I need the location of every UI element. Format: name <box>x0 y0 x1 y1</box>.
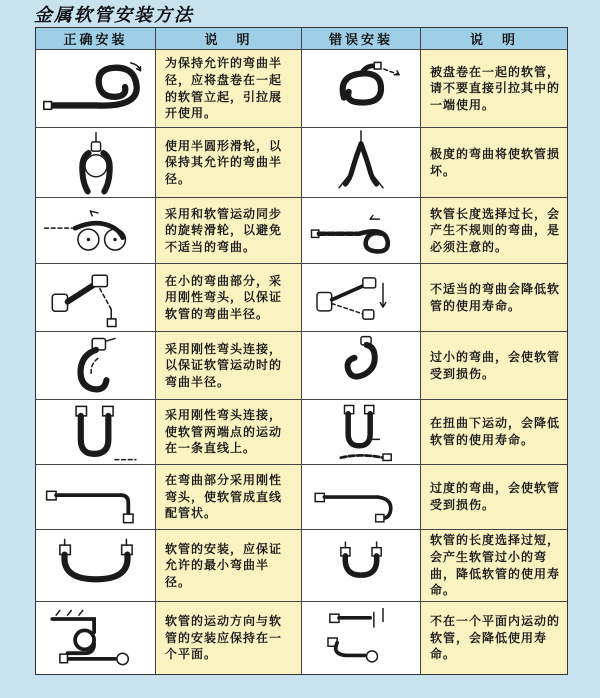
correct-description: 为保持允许的弯曲半径，应将盘卷在一起的软管立起，引拉展开使用。 <box>156 50 302 128</box>
table-header-row <box>36 28 567 50</box>
table-row <box>36 332 567 400</box>
coiled-hose-pulled-end-illustration <box>302 50 421 128</box>
wrong-description: 过度的弯曲，会使软管受到损伤。 <box>421 465 567 530</box>
page-title: 金属软管安装方法 <box>34 5 194 26</box>
short-hose-tight-u-illustration <box>302 530 421 602</box>
wrong-description: 软管长度选择过长，会产生不规则的弯曲，是必须注意的。 <box>421 198 567 264</box>
header-explanation-left: 说 明 <box>156 28 302 50</box>
correct-description: 软管的运动方向与软管的安装应保持在一个平面。 <box>156 602 302 674</box>
table-row <box>36 128 567 198</box>
correct-description: 采用刚性弯头连接，以保证软管运动时的弯曲半径。 <box>156 332 302 400</box>
correct-description: 使用半圆形滑轮，以保持其允许的弯曲半径。 <box>156 128 302 198</box>
hose-too-long-irregular-loop-illustration <box>302 198 421 264</box>
out-of-plane-motion-illustration <box>302 602 421 674</box>
wrong-description: 极度的弯曲将使软管损坏。 <box>421 128 567 198</box>
hose-synchronized-rotating-pulleys-illustration <box>36 198 156 264</box>
table-row <box>36 264 567 332</box>
table-row <box>36 50 567 128</box>
table-row <box>36 198 567 264</box>
improper-sharp-bend-illustration <box>302 264 421 332</box>
correct-description: 软管的安装，应保证允许的最小弯曲半径。 <box>156 530 302 602</box>
installation-methods-table <box>35 27 568 675</box>
table-row <box>36 602 567 674</box>
too-small-bend-hook-illustration <box>302 332 421 400</box>
wrong-description: 被盘卷在一起的软管，请不要直接引拉其中的一端使用。 <box>421 50 567 128</box>
twisted-u-shape-motion-illustration <box>302 400 421 465</box>
wrong-description: 不在一个平面内运动的软管，会降低使用寿命。 <box>421 602 567 674</box>
overbent-end-illustration <box>302 465 421 530</box>
wrong-description: 过小的弯曲，会使软管受到损伤。 <box>421 332 567 400</box>
straight-piping-with-elbow-illustration <box>36 465 156 530</box>
rigid-elbow-u-shape-inline-motion-illustration <box>36 400 156 465</box>
wrong-description: 软管的长度选择过短，会产生软管过小的弯曲，降低软管的使用寿命。 <box>421 530 567 602</box>
wrong-description: 不适当的弯曲会降低软管的使用寿命。 <box>421 264 567 332</box>
rigid-elbow-small-bend-illustration <box>36 264 156 332</box>
table-row <box>36 465 567 530</box>
wrong-description: 在扭曲下运动，会降低软管的使用寿命。 <box>421 400 567 465</box>
header-explanation-right: 说 明 <box>421 28 567 50</box>
table-row <box>36 400 567 465</box>
correct-description: 采用刚性弯头连接，使软管两端点的运动在一条直线上。 <box>156 400 302 465</box>
wide-minimum-bend-u-illustration <box>36 530 156 602</box>
same-plane-trap-piping-illustration <box>36 602 156 674</box>
coiled-hose-uncoiled-lead-illustration <box>36 50 156 128</box>
hose-over-semicircular-pulley-illustration <box>36 128 156 198</box>
rigid-elbow-connection-scurve-illustration <box>36 332 156 400</box>
correct-description: 采用和软管运动同步的旋转滑轮，以避免不适当的弯曲。 <box>156 198 302 264</box>
header-wrong-installation: 错误安装 <box>302 28 421 50</box>
correct-description: 在小的弯曲部分，采用刚性弯头，以保证软管的弯曲半径。 <box>156 264 302 332</box>
hose-extreme-hanging-bend-illustration <box>302 128 421 198</box>
correct-description: 在弯曲部分采用刚性弯头，使软管成直线配管状。 <box>156 465 302 530</box>
header-correct-installation: 正确安装 <box>36 28 156 50</box>
table-row <box>36 530 567 602</box>
